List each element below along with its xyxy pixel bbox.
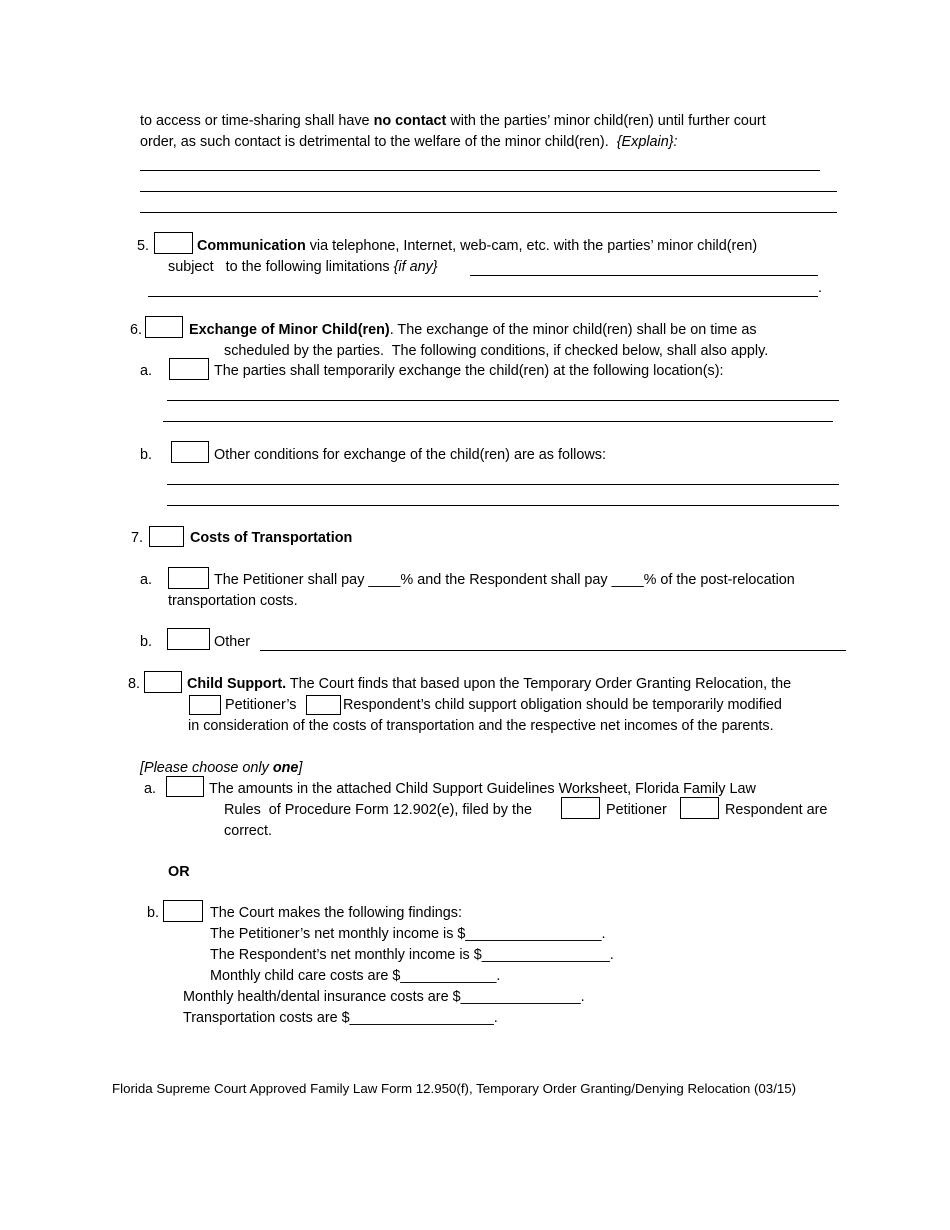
item-5-end-period: .	[818, 280, 822, 296]
item-8b-text: The Court makes the following findings:	[210, 905, 462, 921]
item-6b-text: Other conditions for exchange of the child(ren) are as follows:	[214, 447, 606, 463]
location-blank-line[interactable]	[163, 421, 833, 422]
item-6-line-2: scheduled by the parties. The following conditions, if checked below, shall also apply.	[224, 343, 769, 359]
respondents-obligation-checkbox[interactable]	[306, 695, 341, 715]
item-8-line-3: in consideration of the costs of transportation and the respective net incomes of the parents.	[188, 718, 774, 734]
item-7b-label: b.	[140, 634, 153, 650]
item-6a-label: a.	[140, 363, 153, 379]
item-8-line-2: Respondent’s child support obligation should be temporarily modified	[343, 697, 782, 713]
item-7a-text-2: transportation costs.	[168, 593, 298, 609]
transportation-checkbox[interactable]	[149, 526, 184, 547]
item-5-line-2: subject to the following limitations {if any}	[168, 259, 438, 275]
item-7-number: 7.	[131, 530, 144, 546]
petitioners-obligation-checkbox[interactable]	[189, 695, 221, 715]
item-6-number: 6.	[130, 322, 143, 338]
item-7-title: Costs of Transportation	[190, 530, 353, 546]
or-separator: OR	[168, 864, 190, 880]
item-7b-text: Other	[214, 634, 250, 650]
limitations-blank-line[interactable]	[470, 275, 818, 276]
other-blank-line[interactable]	[260, 650, 846, 651]
filed-by-petitioner-checkbox[interactable]	[561, 797, 600, 819]
finding-transportation-costs[interactable]: Transportation costs are $__________________.	[183, 1010, 498, 1026]
finding-respondent-income[interactable]: The Respondent’s net monthly income is $________________.	[210, 947, 614, 963]
exchange-checkbox[interactable]	[145, 316, 183, 338]
item-8-line-1: Child Support. The Court finds that based upon the Temporary Order Granting Relocation, the	[187, 676, 792, 692]
petitioners-label: Petitioner’s	[225, 697, 297, 713]
exchange-location-checkbox[interactable]	[169, 358, 209, 380]
communication-checkbox[interactable]	[154, 232, 193, 254]
item-6a-text: The parties shall temporarily exchange the child(ren) at the following location(s):	[214, 363, 724, 379]
conditions-blank-line[interactable]	[167, 484, 839, 485]
item-7a-text-1: The Petitioner shall pay ____% and the Respondent shall pay ____% of the post-relocation	[214, 572, 795, 588]
item-7a-label: a.	[140, 572, 153, 588]
worksheet-checkbox[interactable]	[166, 776, 204, 797]
item-6-line-1: Exchange of Minor Child(ren). The exchange of the minor child(ren) shall be on time as	[189, 322, 757, 338]
item-8a-text-2: Rules of Procedure Form 12.902(e), filed by the	[224, 802, 532, 818]
intro-line-2: order, as such contact is detrimental to the welfare of the minor child(ren). {Explain}:	[140, 134, 678, 150]
other-conditions-checkbox[interactable]	[171, 441, 209, 463]
item-8b-label: b.	[147, 905, 160, 921]
filed-by-petitioner-label: Petitioner	[606, 802, 667, 818]
limitations-blank-line[interactable]	[148, 296, 818, 297]
explain-blank-line[interactable]	[140, 212, 837, 213]
item-8-number: 8.	[128, 676, 141, 692]
conditions-blank-line[interactable]	[167, 505, 839, 506]
explain-blank-line[interactable]	[140, 170, 820, 171]
location-blank-line[interactable]	[167, 400, 839, 401]
filed-by-respondent-checkbox[interactable]	[680, 797, 719, 819]
choose-one-note: [Please choose only one]	[140, 760, 303, 776]
item-8a-text-3: correct.	[224, 823, 272, 839]
item-8a-label: a.	[144, 781, 157, 797]
item-8a-text-1: The amounts in the attached Child Support Guidelines Worksheet, Florida Family Law	[209, 781, 756, 797]
filed-by-respondent-label: Respondent are	[725, 802, 828, 818]
item-5-line-1: Communication via telephone, Internet, web-cam, etc. with the parties’ minor child(ren)	[197, 238, 758, 254]
finding-insurance-costs[interactable]: Monthly health/dental insurance costs are $_______________.	[183, 989, 585, 1005]
intro-line-1: to access or time-sharing shall have no contact with the parties’ minor child(ren) until further court	[140, 113, 766, 129]
form-footer: Florida Supreme Court Approved Family Law Form 12.950(f), Temporary Order Granting/Denying Relocation (03/15)	[112, 1081, 797, 1096]
transportation-other-checkbox[interactable]	[167, 628, 210, 650]
transportation-split-checkbox[interactable]	[168, 567, 209, 589]
finding-petitioner-income[interactable]: The Petitioner’s net monthly income is $_________________.	[210, 926, 606, 942]
item-6b-label: b.	[140, 447, 153, 463]
item-5-number: 5.	[137, 238, 150, 254]
finding-child-care-costs[interactable]: Monthly child care costs are $____________.	[210, 968, 501, 984]
explain-blank-line[interactable]	[140, 191, 837, 192]
child-support-checkbox[interactable]	[144, 671, 182, 693]
findings-checkbox[interactable]	[163, 900, 203, 922]
